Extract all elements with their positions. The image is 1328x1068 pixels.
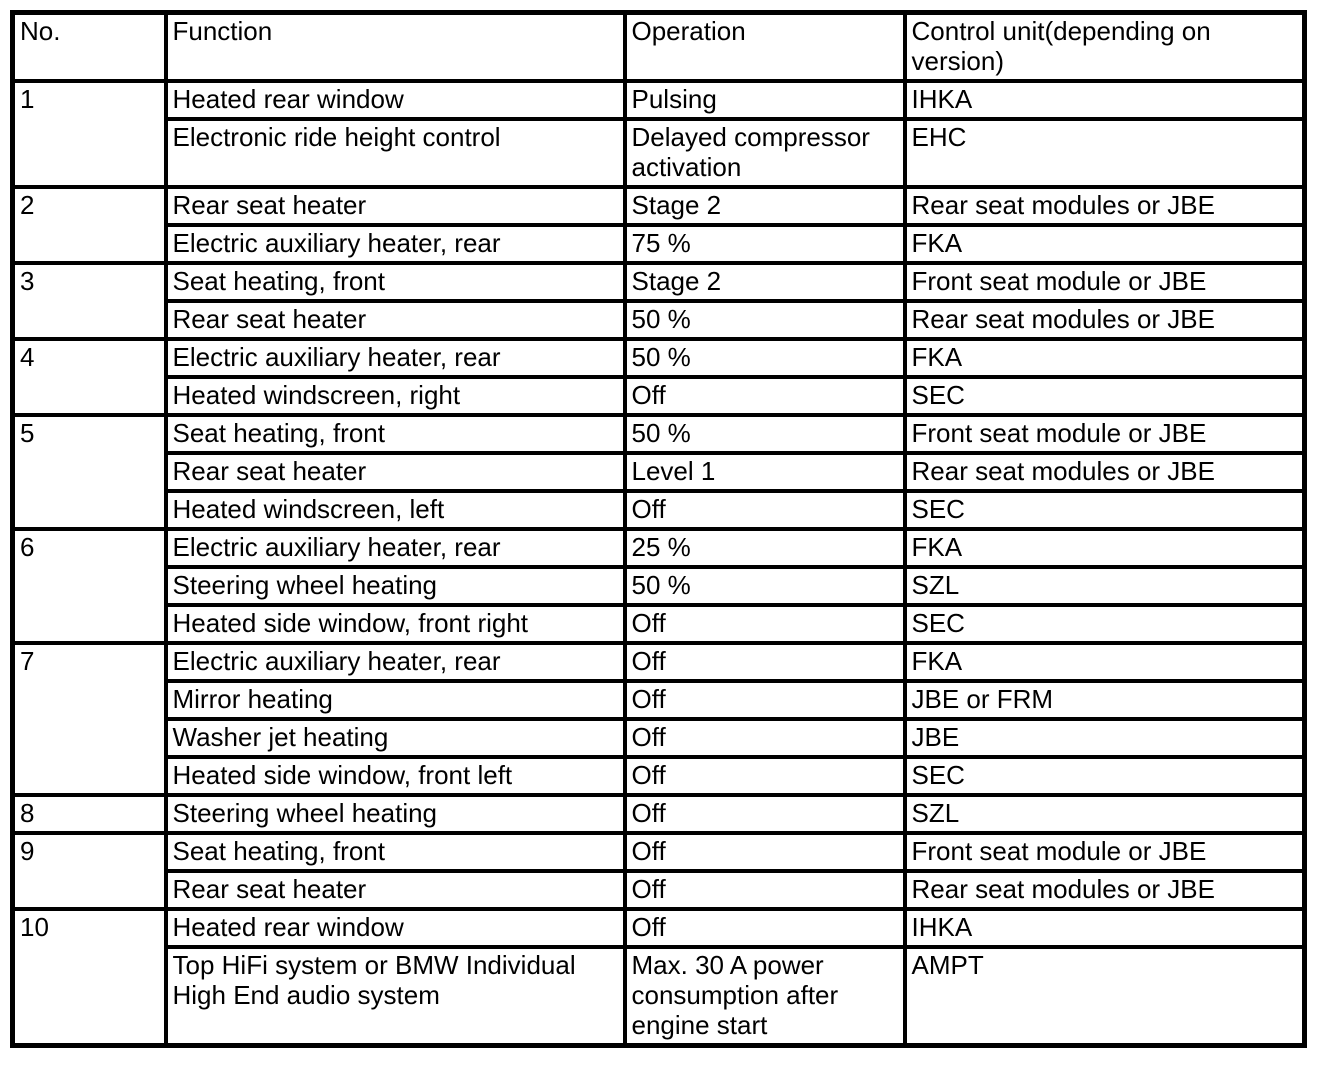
- operation-cell: Off: [625, 491, 905, 529]
- function-cell: Seat heating, front: [166, 833, 625, 871]
- operation-cell: Off: [625, 871, 905, 909]
- operation-cell: Off: [625, 909, 905, 947]
- table-row: [13, 491, 1305, 529]
- function-cell: Steering wheel heating: [166, 795, 625, 833]
- header-operation: Operation: [625, 13, 905, 82]
- control-unit-cell: EHC: [905, 119, 1305, 187]
- control-unit-cell: JBE: [905, 719, 1305, 757]
- function-cell: Heated side window, front right: [166, 605, 625, 643]
- function-cell: Heated windscreen, left: [166, 491, 625, 529]
- function-cell: Heated rear window: [166, 909, 625, 947]
- no-cell: 5: [13, 415, 166, 529]
- header-row: [13, 13, 1305, 82]
- table-row: [13, 605, 1305, 643]
- table-row: [13, 263, 1305, 301]
- operation-cell: 50 %: [625, 567, 905, 605]
- table-row: [13, 187, 1305, 225]
- control-unit-cell: SZL: [905, 795, 1305, 833]
- function-cell: Rear seat heater: [166, 187, 625, 225]
- no-cell: 7: [13, 643, 166, 795]
- table-row: [13, 301, 1305, 339]
- control-unit-cell: IHKA: [905, 81, 1305, 119]
- control-unit-cell: Rear seat modules or JBE: [905, 453, 1305, 491]
- operation-cell: Off: [625, 605, 905, 643]
- table-row: [13, 567, 1305, 605]
- no-cell: 9: [13, 833, 166, 909]
- operation-cell: Off: [625, 719, 905, 757]
- table-row: [13, 947, 1305, 1046]
- operation-cell: 50 %: [625, 339, 905, 377]
- control-unit-cell: SEC: [905, 377, 1305, 415]
- control-unit-cell: SEC: [905, 757, 1305, 795]
- table-row: [13, 529, 1305, 567]
- control-unit-cell: IHKA: [905, 909, 1305, 947]
- table-row: [13, 339, 1305, 377]
- function-cell: Rear seat heater: [166, 871, 625, 909]
- table-row: [13, 909, 1305, 947]
- control-unit-cell: Front seat module or JBE: [905, 833, 1305, 871]
- function-cell: Electric auxiliary heater, rear: [166, 643, 625, 681]
- function-cell: Rear seat heater: [166, 301, 625, 339]
- function-cell: Heated side window, front left: [166, 757, 625, 795]
- table-row: [13, 681, 1305, 719]
- control-unit-cell: SEC: [905, 605, 1305, 643]
- no-cell: 3: [13, 263, 166, 339]
- table-row: [13, 81, 1305, 119]
- control-unit-cell: Front seat module or JBE: [905, 415, 1305, 453]
- table-body: [13, 81, 1305, 1046]
- function-cell: Electric auxiliary heater, rear: [166, 339, 625, 377]
- function-cell: Electronic ride height control: [166, 119, 625, 187]
- control-unit-cell: SZL: [905, 567, 1305, 605]
- table-row: [13, 871, 1305, 909]
- operation-cell: Stage 2: [625, 187, 905, 225]
- operation-cell: Off: [625, 681, 905, 719]
- no-cell: 8: [13, 795, 166, 833]
- table-row: [13, 119, 1305, 187]
- function-operation-table: [10, 10, 1307, 1048]
- control-unit-cell: Rear seat modules or JBE: [905, 187, 1305, 225]
- control-unit-cell: FKA: [905, 529, 1305, 567]
- function-cell: Steering wheel heating: [166, 567, 625, 605]
- operation-cell: Off: [625, 377, 905, 415]
- control-unit-cell: FKA: [905, 643, 1305, 681]
- table-row: [13, 643, 1305, 681]
- table-row: [13, 795, 1305, 833]
- operation-cell: Pulsing: [625, 81, 905, 119]
- no-cell: 2: [13, 187, 166, 263]
- table-row: [13, 719, 1305, 757]
- header-function: Function: [166, 13, 625, 82]
- control-unit-cell: Rear seat modules or JBE: [905, 301, 1305, 339]
- table-row: [13, 757, 1305, 795]
- function-cell: Electric auxiliary heater, rear: [166, 225, 625, 263]
- function-cell: Mirror heating: [166, 681, 625, 719]
- control-unit-cell: Rear seat modules or JBE: [905, 871, 1305, 909]
- operation-cell: Off: [625, 795, 905, 833]
- table-row: [13, 415, 1305, 453]
- operation-cell: 75 %: [625, 225, 905, 263]
- control-unit-cell: FKA: [905, 225, 1305, 263]
- control-unit-cell: Front seat module or JBE: [905, 263, 1305, 301]
- control-unit-cell: FKA: [905, 339, 1305, 377]
- control-unit-cell: JBE or FRM: [905, 681, 1305, 719]
- no-cell: 6: [13, 529, 166, 643]
- operation-cell: Off: [625, 833, 905, 871]
- no-cell: 4: [13, 339, 166, 415]
- table-row: [13, 225, 1305, 263]
- function-cell: Top HiFi system or BMW Individual High End audio system: [166, 947, 625, 1046]
- function-cell: Seat heating, front: [166, 415, 625, 453]
- operation-cell: Off: [625, 643, 905, 681]
- function-cell: Washer jet heating: [166, 719, 625, 757]
- function-cell: Heated rear window: [166, 81, 625, 119]
- table-header: [13, 13, 1305, 82]
- operation-cell: 25 %: [625, 529, 905, 567]
- function-cell: Heated windscreen, right: [166, 377, 625, 415]
- function-cell: Seat heating, front: [166, 263, 625, 301]
- table-row: [13, 453, 1305, 491]
- function-cell: Rear seat heater: [166, 453, 625, 491]
- operation-cell: Off: [625, 757, 905, 795]
- no-cell: 10: [13, 909, 166, 1046]
- table-row: [13, 377, 1305, 415]
- function-cell: Electric auxiliary heater, rear: [166, 529, 625, 567]
- operation-cell: Stage 2: [625, 263, 905, 301]
- control-unit-cell: AMPT: [905, 947, 1305, 1046]
- operation-cell: Delayed compressor activation: [625, 119, 905, 187]
- no-cell: 1: [13, 81, 166, 187]
- operation-cell: Level 1: [625, 453, 905, 491]
- operation-cell: 50 %: [625, 301, 905, 339]
- header-control-unit: Control unit(depending on version): [905, 13, 1305, 82]
- table-row: [13, 833, 1305, 871]
- control-unit-cell: SEC: [905, 491, 1305, 529]
- operation-cell: Max. 30 A power consumption after engine start: [625, 947, 905, 1046]
- header-no: No.: [13, 13, 166, 82]
- operation-cell: 50 %: [625, 415, 905, 453]
